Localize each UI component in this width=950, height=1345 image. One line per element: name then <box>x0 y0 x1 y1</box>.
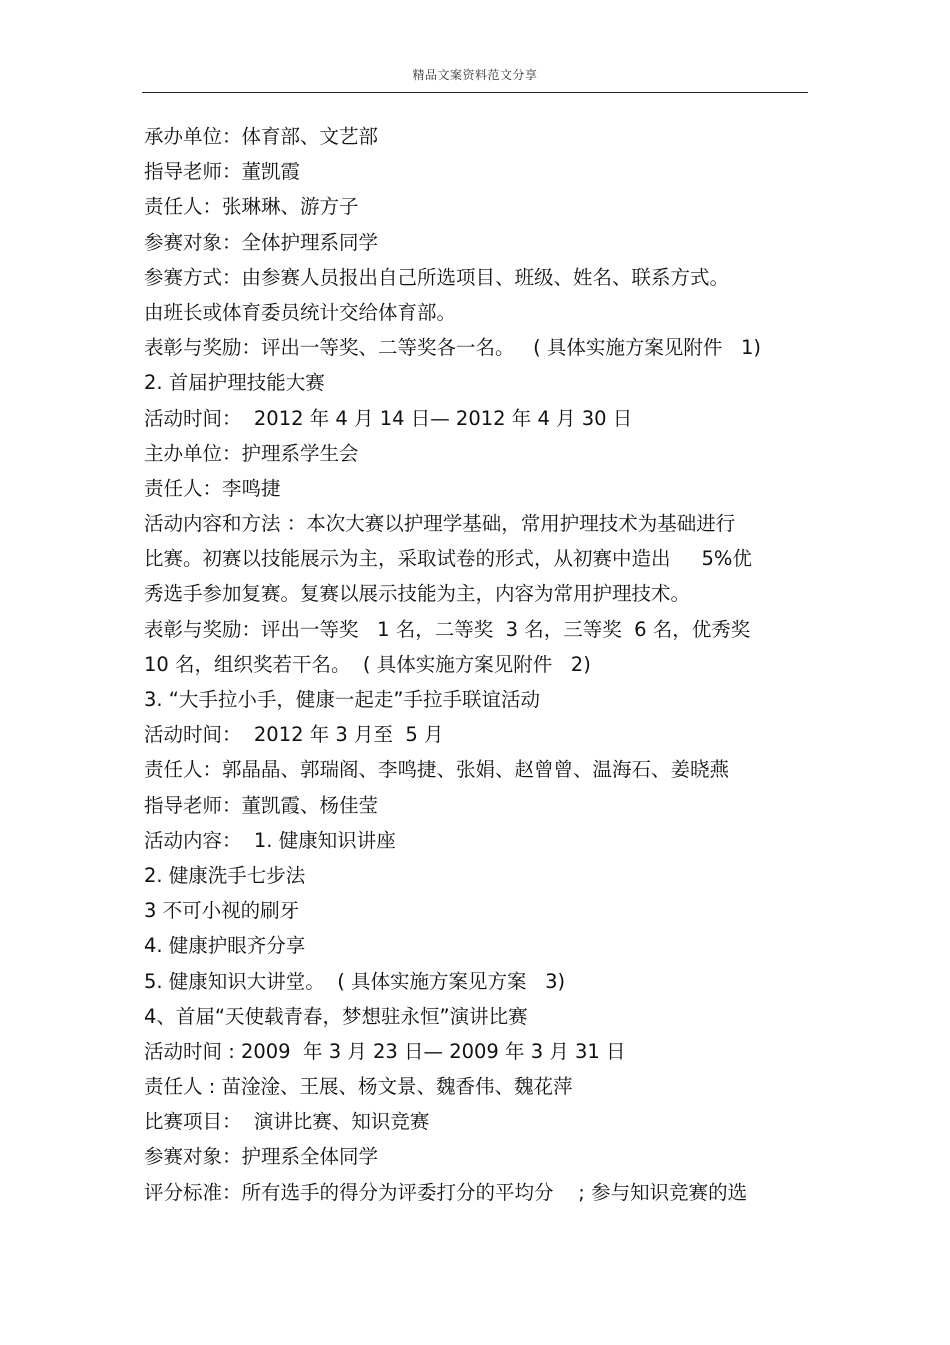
text-line: 责任人：张琳琳、游方子 <box>144 195 359 219</box>
text-line: 指导老师：董凯霞、杨佳莹 <box>144 793 379 817</box>
text-line: 参赛方式：由参赛人员报出自己所选项目、班级、姓名、联系方式。 <box>144 265 730 289</box>
section-heading: 2. 首届护理技能大赛 <box>144 371 325 395</box>
text-line: 活动时间： 2012 年 3 月至 5 月 <box>144 723 444 747</box>
list-item: 3 不可小视的刷牙 <box>144 899 300 923</box>
list-item: 5. 健康知识大讲堂。 ( 具体实施方案见方案 3) <box>144 969 566 993</box>
text-line: 主办单位：护理系学生会 <box>144 441 359 465</box>
text-line: 活动时间 : 2009 年 3 月 23 日— 2009 年 3 月 31 日 <box>144 1039 626 1063</box>
text-line: 承办单位：体育部、文艺部 <box>144 125 379 148</box>
text-line: 比赛。初赛以技能展示为主，采取试卷的形式，从初赛中造出 5%优 <box>144 547 752 571</box>
text-line: 秀选手参加复赛。复赛以展示技能为主，内容为常用护理技术。 <box>144 582 691 606</box>
list-item: 4. 健康护眼齐分享 <box>144 934 306 958</box>
text-line: 活动时间： 2012 年 4 月 14 日— 2012 年 4 月 30 日 <box>144 406 633 430</box>
list-item: 2. 健康洗手七步法 <box>144 863 306 887</box>
page-header <box>142 62 808 93</box>
text-line: 参赛对象：全体护理系同学 <box>144 230 379 254</box>
header-text: 精品文案资料范文分享 <box>412 68 538 82</box>
section-heading: 4、首届“天使载青春，梦想驻永恒”演讲比赛 <box>144 1004 528 1028</box>
text-line: 责任人：李鸣捷 <box>144 476 281 500</box>
section-heading: 3. “大手拉小手，健康一起走”手拉手联谊活动 <box>144 688 541 711</box>
text-line: 参赛对象：护理系全体同学 <box>144 1145 379 1169</box>
text-line: 评分标准：所有选手的得分为评委打分的平均分 ; 参与知识竞赛的选 <box>144 1180 748 1204</box>
text-line: 责任人 : 苗淦淦、王展、杨文景、魏香伟、魏花萍 <box>144 1075 573 1099</box>
text-line: 10 名，组织奖若干名。 ( 具体实施方案见附件 2) <box>144 652 591 676</box>
text-line: 活动内容和方法 ：本次大赛以护理学基础，常用护理技术为基础进行 <box>144 512 736 536</box>
text-line: 表彰与奖励：评出一等奖、二等奖各一名。 ( 具体实施方案见附件 1) <box>144 336 762 360</box>
text-line: 责任人：郭晶晶、郭瑞阁、李鸣捷、张娟、赵曾曾、温海石、姜晓燕 <box>144 758 730 782</box>
text-line: 由班长或体育委员统计交给体育部。 <box>144 300 457 324</box>
text-line: 指导老师：董凯霞 <box>144 160 301 184</box>
text-line: 表彰与奖励：评出一等奖 1 名，二等奖 3 名，三等奖 6 名，优秀奖 <box>144 617 751 641</box>
document-body <box>144 119 808 1210</box>
text-line: 比赛项目： 演讲比赛、知识竞赛 <box>144 1110 430 1134</box>
text-line: 活动内容： 1. 健康知识讲座 <box>144 828 396 852</box>
